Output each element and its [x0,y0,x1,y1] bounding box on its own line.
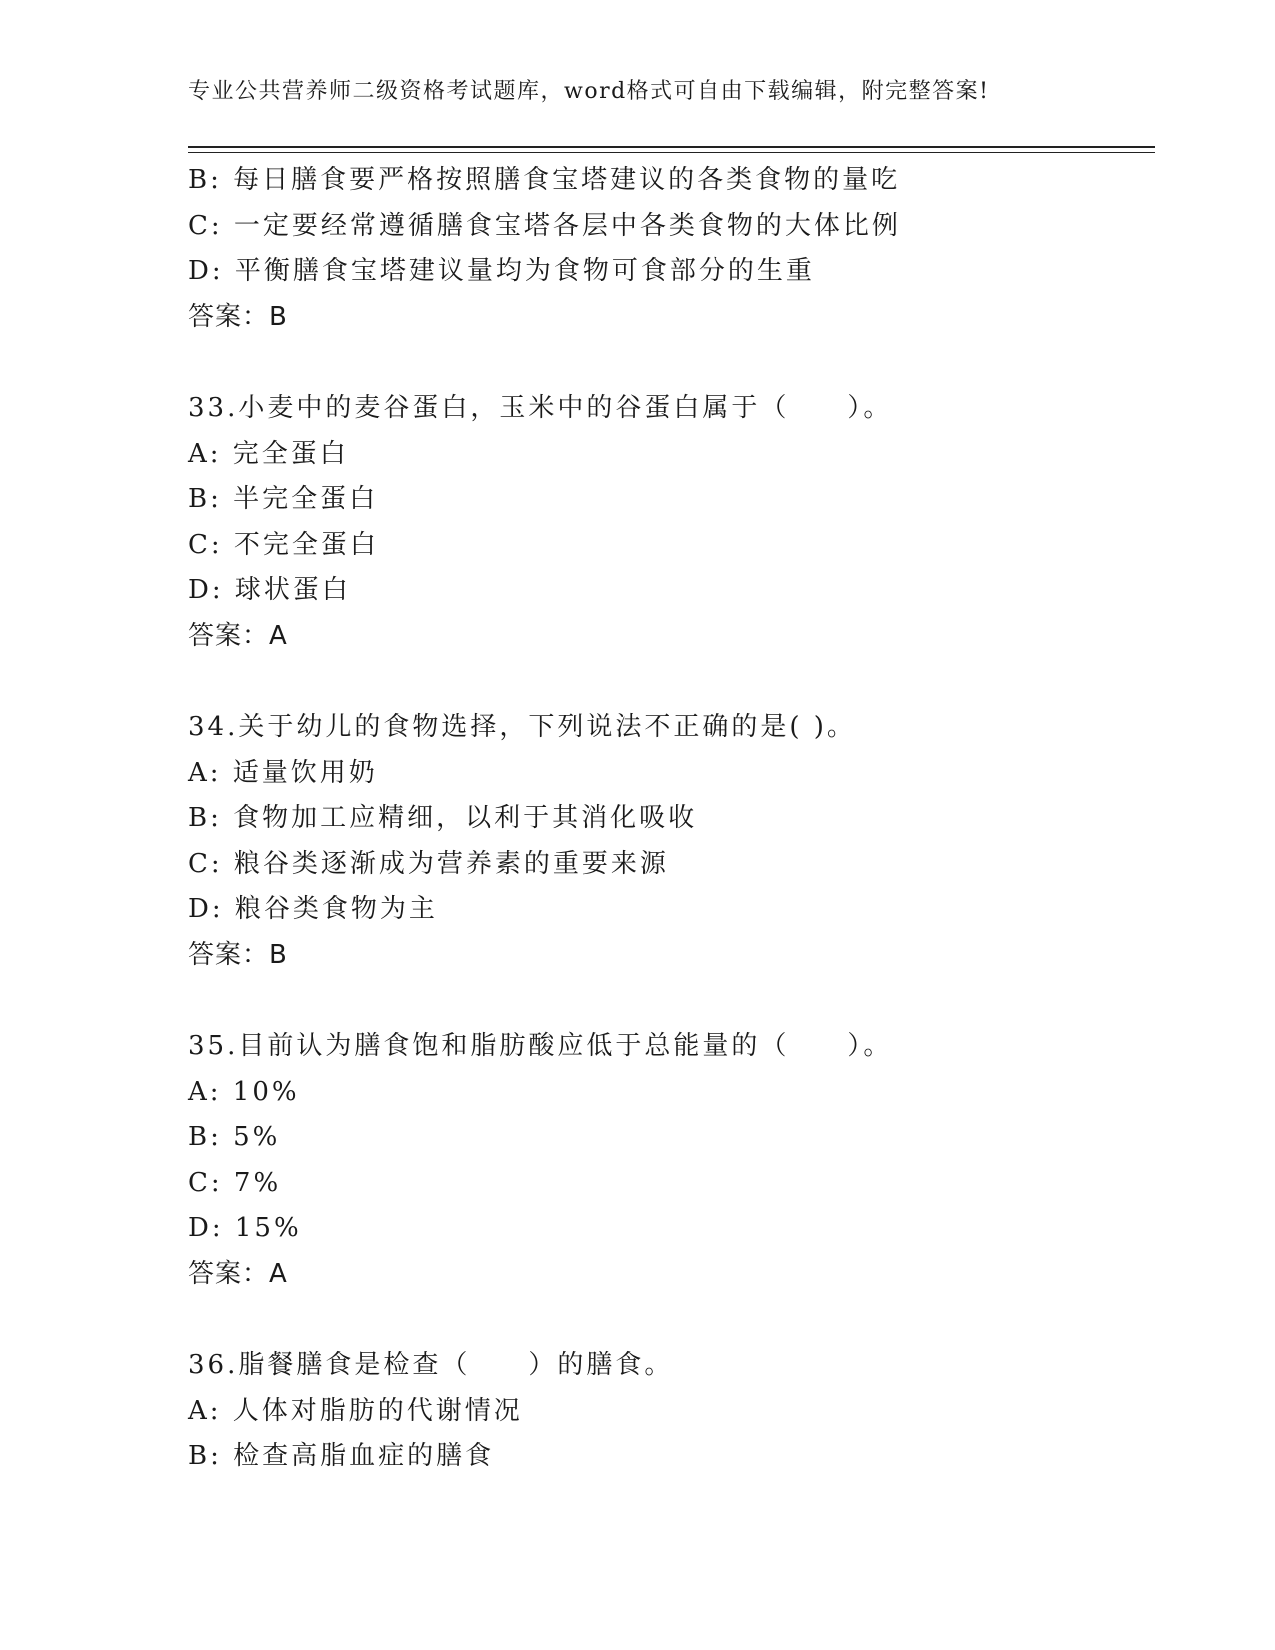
option-line: A: 10% [188,1076,300,1107]
header-rule [188,146,1155,148]
answer-line: 答案：A [188,620,288,651]
option-line: D: 平衡膳食宝塔建议量均为食物可食部分的生重 [188,256,815,286]
option-line: B: 5% [188,1122,281,1152]
option-line: A: 适量饮用奶 [188,757,378,788]
question-block-34 [188,705,1148,978]
option-line: D: 粮谷类食物为主 [188,894,438,924]
option-line: C: 7% [188,1167,282,1198]
question-block-continued [188,158,1148,340]
question-gap [188,659,1148,705]
header-rule-thin [188,152,1155,153]
question-stem: 34.关于幼儿的食物选择，下列说法不正确的是( )。 [188,712,856,742]
option-line: B: 检查高脂血症的膳食 [188,1441,495,1471]
question-block-36 [188,1343,1148,1480]
page-header: 专业公共营养师二级资格考试题库，word格式可自由下载编辑，附完整答案! [188,79,990,104]
question-gap [188,978,1148,1024]
answer-line: 答案：B [188,939,288,970]
option-line: B: 每日膳食要严格按照膳食宝塔建议的各类食物的量吃 [188,165,901,195]
option-line: B: 半完全蛋白 [188,484,379,514]
question-block-35 [188,1024,1148,1297]
option-line: D: 15% [188,1213,302,1243]
question-gap [188,1297,1148,1343]
answer-line: 答案：B [188,301,288,332]
question-gap [188,340,1148,386]
option-line: C: 一定要经常遵循膳食宝塔各层中各类食物的大体比例 [188,210,901,241]
option-line: D: 球状蛋白 [188,575,351,605]
question-block-33 [188,386,1148,659]
option-line: A: 完全蛋白 [188,438,349,469]
question-list [188,158,1148,1480]
option-line: C: 粮谷类逐渐成为营养素的重要来源 [188,848,669,879]
option-line: B: 食物加工应精细，以利于其消化吸收 [188,803,698,833]
question-stem: 35.目前认为膳食饱和脂肪酸应低于总能量的（ ）。 [188,1031,893,1061]
option-line: C: 不完全蛋白 [188,529,379,560]
option-line: A: 人体对脂肪的代谢情况 [188,1395,523,1426]
question-stem: 36.脂餐膳食是检查（ ）的膳食。 [188,1350,674,1380]
question-stem: 33.小麦中的麦谷蛋白，玉米中的谷蛋白属于（ ）。 [188,393,893,423]
answer-line: 答案：A [188,1258,288,1289]
